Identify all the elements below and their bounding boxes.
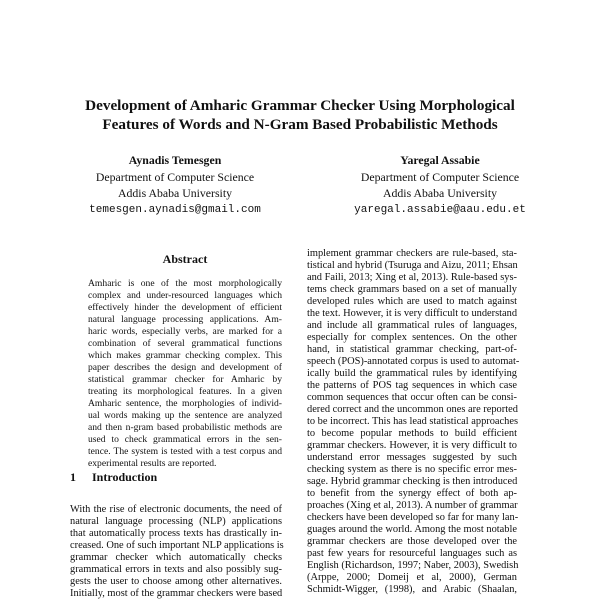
text-line: Schmidt-Wigger, (1998), and Arabic (Shaalan, xyxy=(307,584,517,595)
text-line: grammar checkers are those developed over the xyxy=(307,536,517,547)
text-line: treating its morphological features. In a given xyxy=(88,386,282,397)
title-line: Development of Amharic Grammar Checker Using Morphological xyxy=(85,97,515,114)
author-email: yaregal.assabie@aau.edu.et xyxy=(354,203,526,216)
author-dept: Department of Computer Science xyxy=(95,169,255,184)
text-line: especially for complex sentences. On the other xyxy=(307,332,517,343)
text-line: to benefit from the synergy effect of both ap- xyxy=(307,488,517,499)
text-line: combination of several grammatical functions xyxy=(88,338,282,349)
author-email: temesgen.aynadis@gmail.com xyxy=(89,203,261,216)
text-line: common sequences that occur often can be consi- xyxy=(307,392,517,403)
text-line: dered correct and the uncommon ones are reported xyxy=(307,404,518,415)
abstract-body xyxy=(88,278,282,470)
author-univ: Addis Ababa University xyxy=(117,186,233,200)
text-line: grammatical errors in texts and also possibly sug- xyxy=(70,564,282,575)
author-name: Yaregal Assabie xyxy=(400,153,480,167)
text-line: and include all grammatical rules of languages, xyxy=(307,320,517,331)
text-line: grammar checkers. However, it is very difficult to xyxy=(307,440,517,451)
text-line: that automatically process texts has drastically in- xyxy=(70,528,282,539)
text-line: With the rise of electronic documents, the need of xyxy=(70,504,282,515)
section-number: 1 xyxy=(70,470,76,484)
title-line: Features of Words and N-Gram Based Probabilistic Methods xyxy=(102,116,498,133)
text-line: natural language processing (NLP) applications xyxy=(70,516,282,527)
right-column-body xyxy=(307,248,520,596)
text-line: haric words, especially verbs, are marked for a xyxy=(88,326,282,337)
text-line: developed rules which are used to match against xyxy=(307,296,517,307)
author-univ: Addis Ababa University xyxy=(382,186,498,200)
text-line: Amharic is one of the most morphologically xyxy=(88,278,282,289)
text-line: checkers have been developed so far for many lan- xyxy=(307,512,519,523)
text-line: statistical grammar checker for Amharic by xyxy=(88,374,282,385)
text-line: Initially, most of the grammar checkers were based xyxy=(70,588,283,599)
text-line: to become popular methods to build efficient xyxy=(307,428,517,439)
intro-body xyxy=(70,504,282,600)
text-line: sage. Hybrid grammar checking is then introduced xyxy=(307,476,518,487)
text-line: English (Richardson, 1997; Naber, 2003), Swedish xyxy=(307,560,519,571)
text-line: and then n-gram based probabilistic methods are xyxy=(88,422,282,433)
text-line: complex and under-resourced languages which xyxy=(88,290,282,301)
text-line: which makes grammar checking complex. This xyxy=(88,350,282,361)
abstract-heading: Abstract xyxy=(162,252,208,266)
text-line: effectively hinder the development of efficient xyxy=(88,302,282,313)
text-line: natural language processing applications. Am- xyxy=(88,314,282,325)
text-line: checking system as there is no specific error mes- xyxy=(307,464,517,475)
text-line: understand error messages suggested by such xyxy=(307,452,517,463)
text-line: Amharic sentence, the morphologies of individ- xyxy=(88,398,282,409)
text-line: the patterns of POS tag sequences in which case xyxy=(307,380,517,391)
text-line: (Arppe, 2000; Domeij et al, 2000), German xyxy=(307,572,517,583)
text-line: tistical and hybrid (Tsuruga and Aizu, 2011; Ehsan xyxy=(307,260,518,271)
text-line: and Faili, 2013; Xing et al, 2013). Rule-based sys- xyxy=(307,272,517,283)
text-line: proaches (Xing et al, 2013). A number of grammar xyxy=(307,500,518,511)
text-line: gests the user to choose among other alternatives. xyxy=(70,576,282,587)
author-block xyxy=(320,152,560,218)
section-heading xyxy=(70,470,157,485)
author-name: Aynadis Temesgen xyxy=(128,153,222,167)
text-line: guages around the world. Among the most notable xyxy=(307,524,517,535)
text-line: tems check grammars based on a set of manually xyxy=(307,284,517,295)
text-line: past few years for resourceful languages such as xyxy=(307,548,517,559)
author-block xyxy=(55,152,295,218)
text-line: experimental results are reported. xyxy=(88,458,217,469)
section-title: Introduction xyxy=(92,470,158,484)
text-line: grammar checker which automatically checks xyxy=(70,552,282,563)
text-line: used to check grammatical errors in the sen- xyxy=(88,434,282,445)
text-line: ically build the grammatical rules by identifying xyxy=(307,368,517,379)
text-line: hand, in statistical grammar checking, part-of- xyxy=(307,344,517,355)
text-line: the text. However, it is very difficult to understand xyxy=(307,308,518,319)
text-line: to be incorrect. This has lead statistical approaches xyxy=(307,416,519,427)
author-dept: Department of Computer Science xyxy=(360,169,520,184)
text-line: tence. The system is tested with a test corpus and xyxy=(88,446,282,457)
text-line: paper describes the design and development of xyxy=(88,362,282,373)
text-line: creased. One of such important NLP applications is xyxy=(70,540,284,551)
paper-title xyxy=(40,96,560,134)
text-line: ual words making up the sentence are analyzed xyxy=(88,410,282,421)
text-line: implement grammar checkers are rule-based, sta- xyxy=(307,248,517,259)
text-line: speech (POS)-annotated corpus is used to automat- xyxy=(307,356,520,367)
